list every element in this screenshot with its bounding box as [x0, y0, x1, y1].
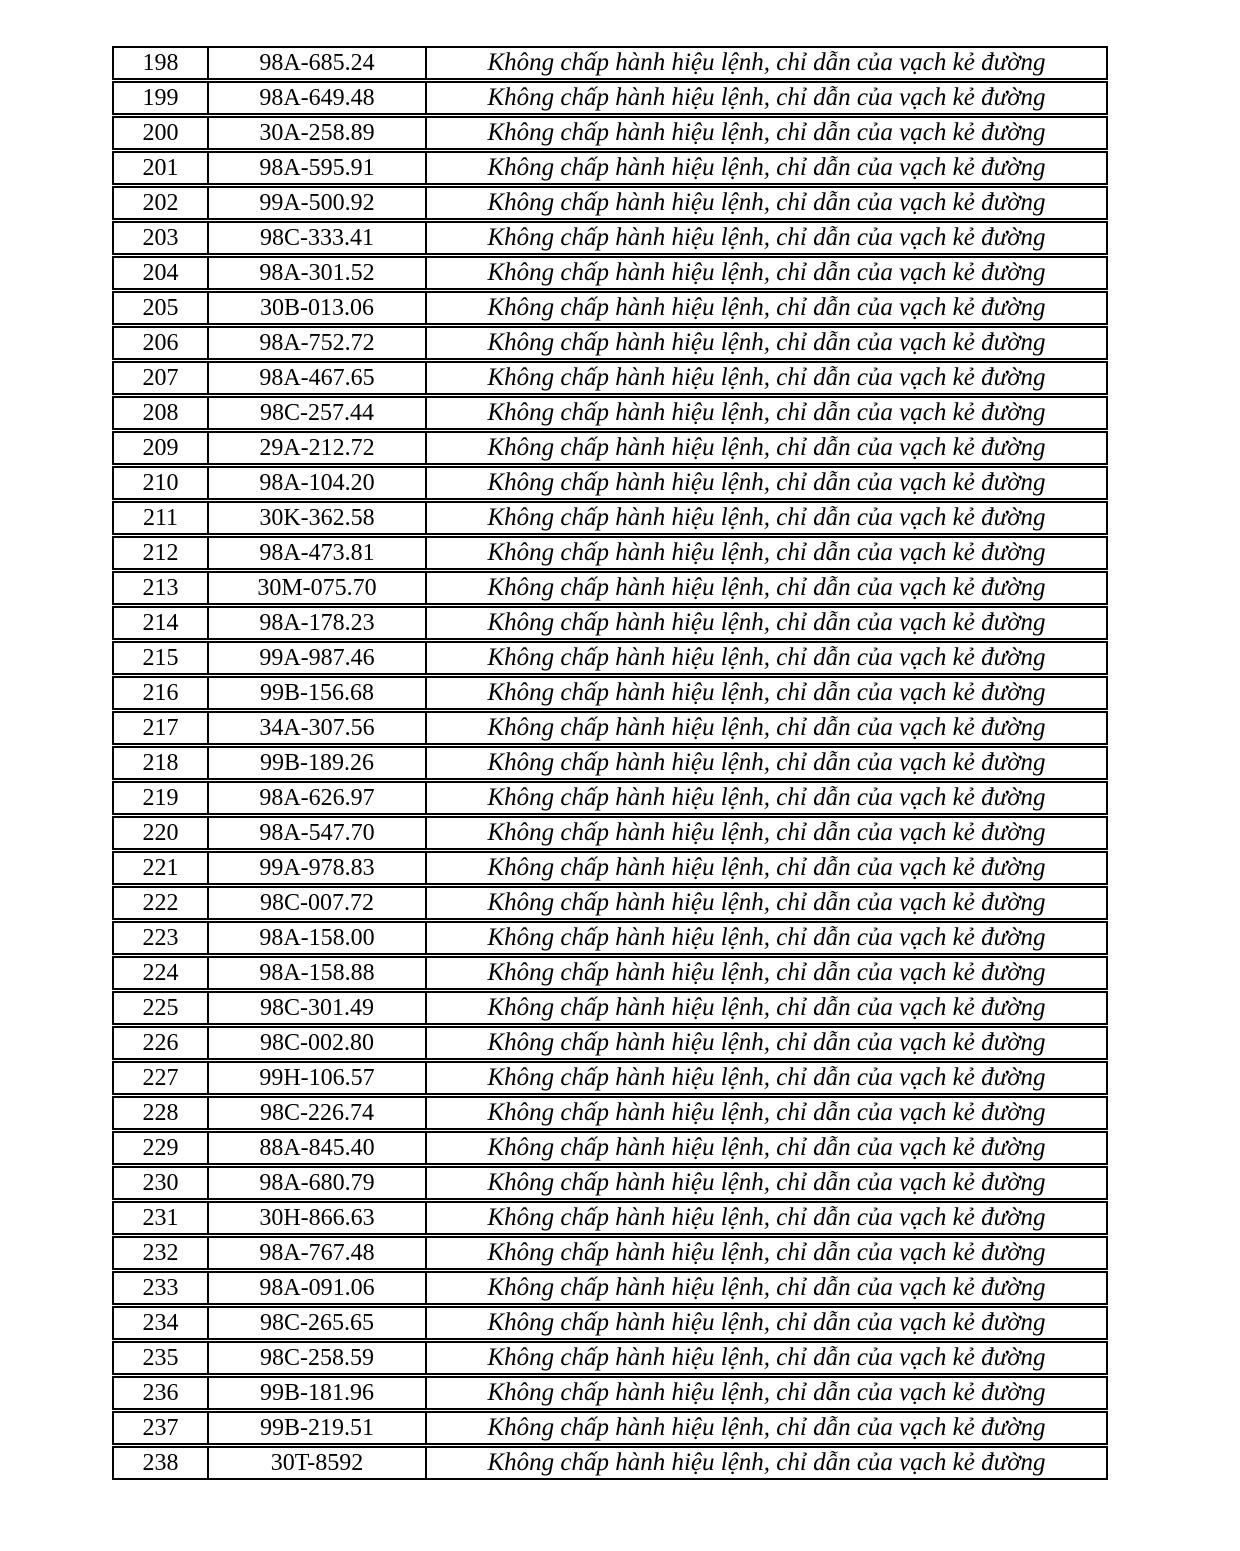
row-number-cell: 229	[112, 1131, 207, 1165]
row-number-cell: 217	[112, 711, 207, 745]
table-row	[112, 151, 1108, 185]
plate-number-cell: 29A-212.72	[207, 431, 425, 465]
violation-text-cell: Không chấp hành hiệu lệnh, chỉ dẫn của vạch kẻ đường	[425, 221, 1108, 255]
plate-number-cell: 98A-091.06	[207, 1271, 425, 1305]
table-row	[112, 991, 1108, 1025]
row-number-cell: 215	[112, 641, 207, 675]
table-row	[112, 431, 1108, 465]
violation-text-cell: Không chấp hành hiệu lệnh, chỉ dẫn của vạch kẻ đường	[425, 886, 1108, 920]
row-number-cell: 207	[112, 361, 207, 395]
plate-number-cell: 99B-219.51	[207, 1411, 425, 1445]
table-row	[112, 361, 1108, 395]
row-number-cell: 216	[112, 676, 207, 710]
plate-number-cell: 99B-189.26	[207, 746, 425, 780]
violation-text-cell: Không chấp hành hiệu lệnh, chỉ dẫn của vạch kẻ đường	[425, 116, 1108, 150]
violation-text-cell: Không chấp hành hiệu lệnh, chỉ dẫn của vạch kẻ đường	[425, 1096, 1108, 1130]
row-number-cell: 221	[112, 851, 207, 885]
violation-text-cell: Không chấp hành hiệu lệnh, chỉ dẫn của vạch kẻ đường	[425, 956, 1108, 990]
violation-text-cell: Không chấp hành hiệu lệnh, chỉ dẫn của vạch kẻ đường	[425, 1271, 1108, 1305]
plate-number-cell: 98A-178.23	[207, 606, 425, 640]
table-row	[112, 326, 1108, 360]
violation-text-cell: Không chấp hành hiệu lệnh, chỉ dẫn của vạch kẻ đường	[425, 1061, 1108, 1095]
table-row	[112, 1166, 1108, 1200]
violation-text-cell: Không chấp hành hiệu lệnh, chỉ dẫn của vạch kẻ đường	[425, 291, 1108, 325]
plate-number-cell: 99B-181.96	[207, 1376, 425, 1410]
row-number-cell: 225	[112, 991, 207, 1025]
table-row	[112, 536, 1108, 570]
plate-number-cell: 98A-595.91	[207, 151, 425, 185]
table-row	[112, 1236, 1108, 1270]
violation-text-cell: Không chấp hành hiệu lệnh, chỉ dẫn của vạch kẻ đường	[425, 1446, 1108, 1480]
table-row	[112, 921, 1108, 955]
plate-number-cell: 99H-106.57	[207, 1061, 425, 1095]
violation-text-cell: Không chấp hành hiệu lệnh, chỉ dẫn của vạch kẻ đường	[425, 256, 1108, 290]
plate-number-cell: 99A-987.46	[207, 641, 425, 675]
violation-text-cell: Không chấp hành hiệu lệnh, chỉ dẫn của vạch kẻ đường	[425, 1131, 1108, 1165]
table-row	[112, 116, 1108, 150]
plate-number-cell: 98A-158.88	[207, 956, 425, 990]
table-row	[112, 1201, 1108, 1235]
plate-number-cell: 98C-333.41	[207, 221, 425, 255]
table-row	[112, 1446, 1108, 1480]
table-row	[112, 291, 1108, 325]
plate-number-cell: 98C-007.72	[207, 886, 425, 920]
row-number-cell: 232	[112, 1236, 207, 1270]
plate-number-cell: 30T-8592	[207, 1446, 425, 1480]
table-row	[112, 851, 1108, 885]
table-row	[112, 256, 1108, 290]
row-number-cell: 236	[112, 1376, 207, 1410]
row-number-cell: 227	[112, 1061, 207, 1095]
row-number-cell: 235	[112, 1341, 207, 1375]
plate-number-cell: 99A-978.83	[207, 851, 425, 885]
table-row	[112, 466, 1108, 500]
table-row	[112, 816, 1108, 850]
plate-number-cell: 98A-158.00	[207, 921, 425, 955]
table-row	[112, 1271, 1108, 1305]
plate-number-cell: 98C-301.49	[207, 991, 425, 1025]
row-number-cell: 220	[112, 816, 207, 850]
table-row	[112, 1026, 1108, 1060]
table-row	[112, 676, 1108, 710]
table-row	[112, 956, 1108, 990]
table-row	[112, 396, 1108, 430]
table-row	[112, 781, 1108, 815]
table-row	[112, 501, 1108, 535]
row-number-cell: 199	[112, 81, 207, 115]
violation-text-cell: Không chấp hành hiệu lệnh, chỉ dẫn của vạch kẻ đường	[425, 466, 1108, 500]
row-number-cell: 214	[112, 606, 207, 640]
violation-text-cell: Không chấp hành hiệu lệnh, chỉ dẫn của vạch kẻ đường	[425, 1166, 1108, 1200]
plate-number-cell: 98A-680.79	[207, 1166, 425, 1200]
row-number-cell: 205	[112, 291, 207, 325]
violation-text-cell: Không chấp hành hiệu lệnh, chỉ dẫn của vạch kẻ đường	[425, 816, 1108, 850]
plate-number-cell: 88A-845.40	[207, 1131, 425, 1165]
table-row	[112, 186, 1108, 220]
row-number-cell: 201	[112, 151, 207, 185]
row-number-cell: 238	[112, 1446, 207, 1480]
violation-text-cell: Không chấp hành hiệu lệnh, chỉ dẫn của vạch kẻ đường	[425, 1341, 1108, 1375]
violation-text-cell: Không chấp hành hiệu lệnh, chỉ dẫn của vạch kẻ đường	[425, 921, 1108, 955]
row-number-cell: 223	[112, 921, 207, 955]
row-number-cell: 226	[112, 1026, 207, 1060]
table-row	[112, 221, 1108, 255]
plate-number-cell: 98A-104.20	[207, 466, 425, 500]
violation-text-cell: Không chấp hành hiệu lệnh, chỉ dẫn của vạch kẻ đường	[425, 501, 1108, 535]
row-number-cell: 203	[112, 221, 207, 255]
plate-number-cell: 98A-752.72	[207, 326, 425, 360]
violation-text-cell: Không chấp hành hiệu lệnh, chỉ dẫn của vạch kẻ đường	[425, 81, 1108, 115]
row-number-cell: 200	[112, 116, 207, 150]
plate-number-cell: 98C-265.65	[207, 1306, 425, 1340]
violation-text-cell: Không chấp hành hiệu lệnh, chỉ dẫn của vạch kẻ đường	[425, 641, 1108, 675]
violation-text-cell: Không chấp hành hiệu lệnh, chỉ dẫn của vạch kẻ đường	[425, 536, 1108, 570]
violation-text-cell: Không chấp hành hiệu lệnh, chỉ dẫn của vạch kẻ đường	[425, 1236, 1108, 1270]
table-row	[112, 606, 1108, 640]
plate-number-cell: 34A-307.56	[207, 711, 425, 745]
violation-text-cell: Không chấp hành hiệu lệnh, chỉ dẫn của vạch kẻ đường	[425, 571, 1108, 605]
plate-number-cell: 30A-258.89	[207, 116, 425, 150]
table-row	[112, 886, 1108, 920]
plate-number-cell: 30M-075.70	[207, 571, 425, 605]
plate-number-cell: 99B-156.68	[207, 676, 425, 710]
violation-text-cell: Không chấp hành hiệu lệnh, chỉ dẫn của vạch kẻ đường	[425, 396, 1108, 430]
plate-number-cell: 30H-866.63	[207, 1201, 425, 1235]
violation-text-cell: Không chấp hành hiệu lệnh, chỉ dẫn của vạch kẻ đường	[425, 431, 1108, 465]
plate-number-cell: 98C-226.74	[207, 1096, 425, 1130]
plate-number-cell: 98A-649.48	[207, 81, 425, 115]
table-row	[112, 641, 1108, 675]
violation-text-cell: Không chấp hành hiệu lệnh, chỉ dẫn của vạch kẻ đường	[425, 1306, 1108, 1340]
plate-number-cell: 98A-626.97	[207, 781, 425, 815]
plate-number-cell: 98A-473.81	[207, 536, 425, 570]
violation-text-cell: Không chấp hành hiệu lệnh, chỉ dẫn của vạch kẻ đường	[425, 46, 1108, 80]
plate-number-cell: 98A-547.70	[207, 816, 425, 850]
row-number-cell: 224	[112, 956, 207, 990]
violation-text-cell: Không chấp hành hiệu lệnh, chỉ dẫn của vạch kẻ đường	[425, 711, 1108, 745]
violation-text-cell: Không chấp hành hiệu lệnh, chỉ dẫn của vạch kẻ đường	[425, 361, 1108, 395]
row-number-cell: 208	[112, 396, 207, 430]
violation-text-cell: Không chấp hành hiệu lệnh, chỉ dẫn của vạch kẻ đường	[425, 1376, 1108, 1410]
row-number-cell: 237	[112, 1411, 207, 1445]
table-row	[112, 746, 1108, 780]
table-row	[112, 1096, 1108, 1130]
row-number-cell: 228	[112, 1096, 207, 1130]
row-number-cell: 198	[112, 46, 207, 80]
plate-number-cell: 30K-362.58	[207, 501, 425, 535]
row-number-cell: 234	[112, 1306, 207, 1340]
table-row	[112, 81, 1108, 115]
row-number-cell: 211	[112, 501, 207, 535]
plate-number-cell: 98A-467.65	[207, 361, 425, 395]
row-number-cell: 230	[112, 1166, 207, 1200]
table-row	[112, 1131, 1108, 1165]
plate-number-cell: 30B-013.06	[207, 291, 425, 325]
violation-table-body	[112, 46, 1108, 1480]
violation-text-cell: Không chấp hành hiệu lệnh, chỉ dẫn của vạch kẻ đường	[425, 781, 1108, 815]
row-number-cell: 210	[112, 466, 207, 500]
plate-number-cell: 98C-257.44	[207, 396, 425, 430]
row-number-cell: 209	[112, 431, 207, 465]
row-number-cell: 218	[112, 746, 207, 780]
plate-number-cell: 98C-002.80	[207, 1026, 425, 1060]
row-number-cell: 206	[112, 326, 207, 360]
table-row	[112, 1376, 1108, 1410]
table-row	[112, 1061, 1108, 1095]
violation-text-cell: Không chấp hành hiệu lệnh, chỉ dẫn của vạch kẻ đường	[425, 991, 1108, 1025]
violation-text-cell: Không chấp hành hiệu lệnh, chỉ dẫn của vạch kẻ đường	[425, 326, 1108, 360]
row-number-cell: 222	[112, 886, 207, 920]
violation-text-cell: Không chấp hành hiệu lệnh, chỉ dẫn của vạch kẻ đường	[425, 746, 1108, 780]
plate-number-cell: 98C-258.59	[207, 1341, 425, 1375]
violation-text-cell: Không chấp hành hiệu lệnh, chỉ dẫn của vạch kẻ đường	[425, 1201, 1108, 1235]
table-row	[112, 1306, 1108, 1340]
plate-number-cell: 98A-301.52	[207, 256, 425, 290]
row-number-cell: 204	[112, 256, 207, 290]
table-row	[112, 571, 1108, 605]
table-row	[112, 1341, 1108, 1375]
violation-table	[112, 45, 1108, 1481]
violation-text-cell: Không chấp hành hiệu lệnh, chỉ dẫn của vạch kẻ đường	[425, 1026, 1108, 1060]
row-number-cell: 219	[112, 781, 207, 815]
violation-text-cell: Không chấp hành hiệu lệnh, chỉ dẫn của vạch kẻ đường	[425, 606, 1108, 640]
violation-text-cell: Không chấp hành hiệu lệnh, chỉ dẫn của vạch kẻ đường	[425, 186, 1108, 220]
violation-text-cell: Không chấp hành hiệu lệnh, chỉ dẫn của vạch kẻ đường	[425, 1411, 1108, 1445]
violation-text-cell: Không chấp hành hiệu lệnh, chỉ dẫn của vạch kẻ đường	[425, 676, 1108, 710]
row-number-cell: 213	[112, 571, 207, 605]
table-row	[112, 46, 1108, 80]
plate-number-cell: 99A-500.92	[207, 186, 425, 220]
plate-number-cell: 98A-685.24	[207, 46, 425, 80]
violation-text-cell: Không chấp hành hiệu lệnh, chỉ dẫn của vạch kẻ đường	[425, 151, 1108, 185]
row-number-cell: 233	[112, 1271, 207, 1305]
row-number-cell: 231	[112, 1201, 207, 1235]
plate-number-cell: 98A-767.48	[207, 1236, 425, 1270]
table-row	[112, 1411, 1108, 1445]
violation-text-cell: Không chấp hành hiệu lệnh, chỉ dẫn của vạch kẻ đường	[425, 851, 1108, 885]
row-number-cell: 202	[112, 186, 207, 220]
table-row	[112, 711, 1108, 745]
row-number-cell: 212	[112, 536, 207, 570]
